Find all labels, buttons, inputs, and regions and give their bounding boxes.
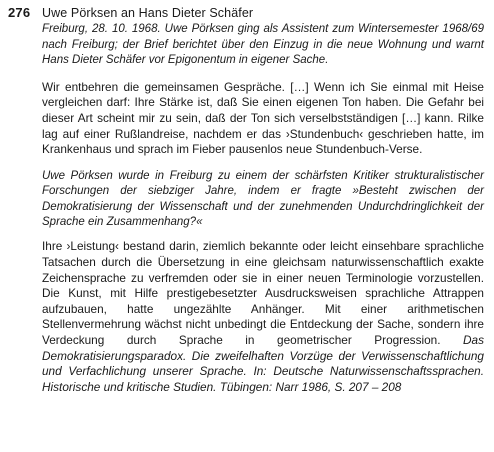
source-citation: Das Demokratisierungsparadox. Die zweifelhaften Vorzüge der Verwissenschaftlichung und Verfachlichung unserer Sprache. In: Deutsche Naturwissenschaftssprachen. Historische und kritische Studien. Tübingen: Narr 1986, S. 207 – 208 xyxy=(42,332,485,394)
quoted-passage xyxy=(42,239,484,395)
editorial-commentary: Uwe Pörksen wurde in Freiburg zu einem der schärfsten Kritiker strukturalistischer Forschungen der siebziger Jahre, indem er fragte »Besteht zwischen der Demokratisierung der Wissenschaft und der zunehmenden Undurchdringlichkeit der Sprache ein Zusammenhang?« xyxy=(42,169,484,228)
letter-quote-paragraph: Wir entbehren die gemeinsamen Gespräche. […] Wenn ich Sie einmal mit Heise vergleichen darf: Ihre Stärke ist, daß Sie einen eigenen Ton haben. Die Gefahr bei dieser Art scheint mir zu sein, daß der Ton sich verselbstständigen […] kann. Rilke lag auf einer Rußlandreise, nachdem er das ›Stundenbuch‹ geschrieben hatte, im Krankenhaus und sprach im Fieber pausenlos neue Stundenbuch-Verse. xyxy=(42,79,484,157)
editorial-intro: Freiburg, 28. 10. 1968. Uwe Pörksen ging als Assistent zum Wintersemester 1968/69 nach Freiburg; der Brief berichtet über den Einzug in die neue Wohnung und warnt Hans Dieter Schäfer vor Epigonentum in eigener Sache. xyxy=(42,23,484,67)
page-number: 276 xyxy=(8,5,31,20)
page-content xyxy=(42,6,484,395)
quoted-passage-text: Ihre ›Leistung‹ bestand darin, ziemlich bekannte oder leicht einsehbare sprachliche Tatsachen durch die Übersetzung in eine gleichsam naturwissenschaftlich exakte Zeichensprache zu verfremden oder sie in einer neuen Terminologie vorzustellen. Die Kunst, mit Hilfe prestigebesetzter Ausdrucksweisen sprachliche Attrappen aufzubauen, hatte ungezählte Anhänger. Mit einer arithmetischen Stellenvermehrung wächst nicht unbedingt die Entdeckung der Sache, sondern ihre Verdeckung durch Sprache in geometrischer Progression. xyxy=(42,239,484,347)
letter-heading: Uwe Pörksen an Hans Dieter Schäfer xyxy=(42,6,254,20)
